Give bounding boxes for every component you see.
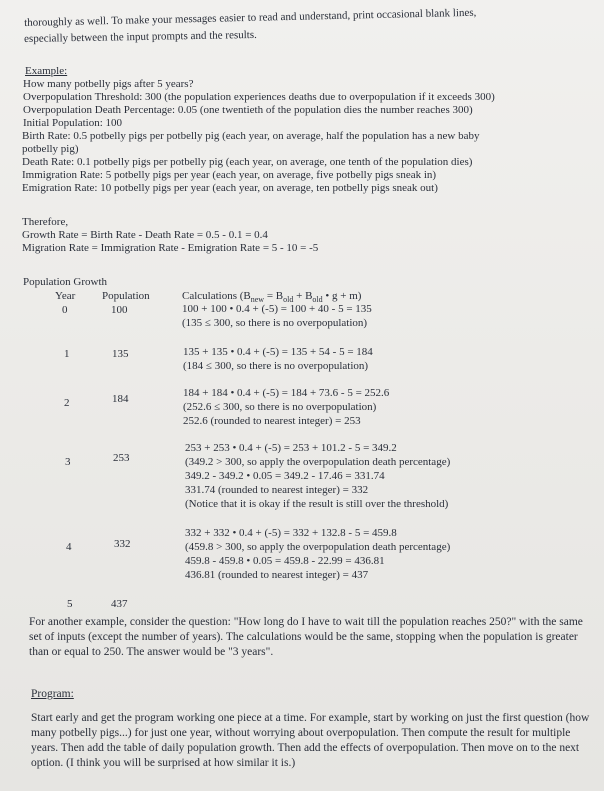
example-heading: Example: (25, 65, 68, 77)
intro-line-1: thoroughly as well. To make your messages easier to read and understand, print occasional blank lines, (24, 6, 477, 29)
row-population: 184 (112, 393, 129, 405)
row-population: 253 (113, 452, 130, 464)
row-calculation: 100 + 100 • 0.4 + (-5) = 100 + 40 - 5 = 135 (135 ≤ 300, so there is no overpopulation) (182, 303, 372, 329)
another-example-paragraph: For another example, consider the question: "How long do I have to wait till the population reaches 250?" with the same set of inputs (except the number of years). The calculations would be the same, stopping when the population is greater than or equal to 250. The answer would be "3 years". (29, 616, 583, 658)
program-paragraph: Start early and get the program working one piece at a time. For example, start by working on just the first question (how many potbelly pigs...) for just one year, without worrying about overpopulation. Then compute the result for multiple years. Then add the table of daily population growth. Then add the effects of overpopulation. Then move on to the next option. (I think you will be surprised at how similar it is.) (31, 712, 590, 769)
row-population: 100 (111, 304, 128, 316)
growth-rate-line: Growth Rate = Birth Rate - Death Rate = 0.5 - 0.1 = 0.4 (22, 229, 268, 241)
intro-line-2: especially between the input prompts and the results. (24, 28, 257, 45)
row-population: 135 (112, 348, 129, 360)
row-year: 4 (66, 541, 72, 553)
row-year: 0 (62, 304, 68, 316)
header-calculations: Calculations ($B_{new} = B_{old} + B_{old}$ • g + m) (182, 290, 362, 305)
migration-rate-line: Migration Rate = Immigration Rate - Emigration Rate = 5 - 10 = -5 (22, 242, 319, 254)
example-line: Overpopulation Death Percentage: 0.05 (one twentieth of the population dies the number reaches 300) (23, 104, 473, 116)
row-year: 1 (64, 348, 70, 360)
example-line: Immigration Rate: 5 potbelly pigs per year (each year, on average, five potbelly pigs sneak in) (22, 169, 437, 181)
row-year: 2 (64, 397, 70, 409)
example-line: Emigration Rate: 10 potbelly pigs per year (each year, on average, ten potbelly pigs sneak out) (22, 182, 438, 194)
header-population: Population (102, 290, 150, 302)
row-calculation: 332 + 332 • 0.4 + (-5) = 332 + 132.8 - 5 = 459.8 (459.8 > 300, so apply the overpopulation death percentage) 459.8 - 459.8 • 0.05 = 459.8 - 22.99 = 436.81 436.81 (rounded to nearest integer) = 437 (185, 527, 451, 581)
example-line: potbelly pig) (22, 143, 79, 155)
row-year: 3 (65, 456, 71, 468)
therefore-line: Therefore, (22, 216, 69, 228)
row-year: 5 (67, 598, 73, 610)
row-calculation: 184 + 184 • 0.4 + (-5) = 184 + 73.6 - 5 = 252.6 (252.6 ≤ 300, so there is no overpopulation) 252.6 (rounded to nearest integer) = 253 (183, 387, 390, 427)
row-calculation: 253 + 253 • 0.4 + (-5) = 253 + 101.2 - 5 = 349.2 (349.2 > 300, so apply the overpopulation death percentage) 349.2 - 349.2 • 0.05 = 349.2 - 17.46 = 331.74 331.74 (rounded to nearest integer) = 332 (Notice that it is okay if the result is still over the threshold) (185, 442, 451, 510)
example-line: Death Rate: 0.1 potbelly pigs per potbelly pig (each year, on average, one tenth of the population dies) (22, 156, 473, 168)
example-line: Overpopulation Threshold: 300 (the population experiences deaths due to overpopulation if it exceeds 300) (23, 91, 495, 103)
header-year: Year (55, 290, 76, 302)
row-calculation: 135 + 135 • 0.4 + (-5) = 135 + 54 - 5 = 184 (184 ≤ 300, so there is no overpopulation) (183, 346, 373, 372)
population-growth-title: Population Growth (23, 276, 108, 288)
row-population: 437 (111, 598, 128, 610)
example-line: Initial Population: 100 (23, 117, 122, 129)
example-line: Birth Rate: 0.5 potbelly pigs per potbelly pig (each year, on average, half the population has a new baby (22, 130, 480, 142)
program-heading: Program: (31, 688, 74, 700)
row-population: 332 (114, 538, 131, 550)
example-line: How many potbelly pigs after 5 years? (23, 78, 194, 90)
